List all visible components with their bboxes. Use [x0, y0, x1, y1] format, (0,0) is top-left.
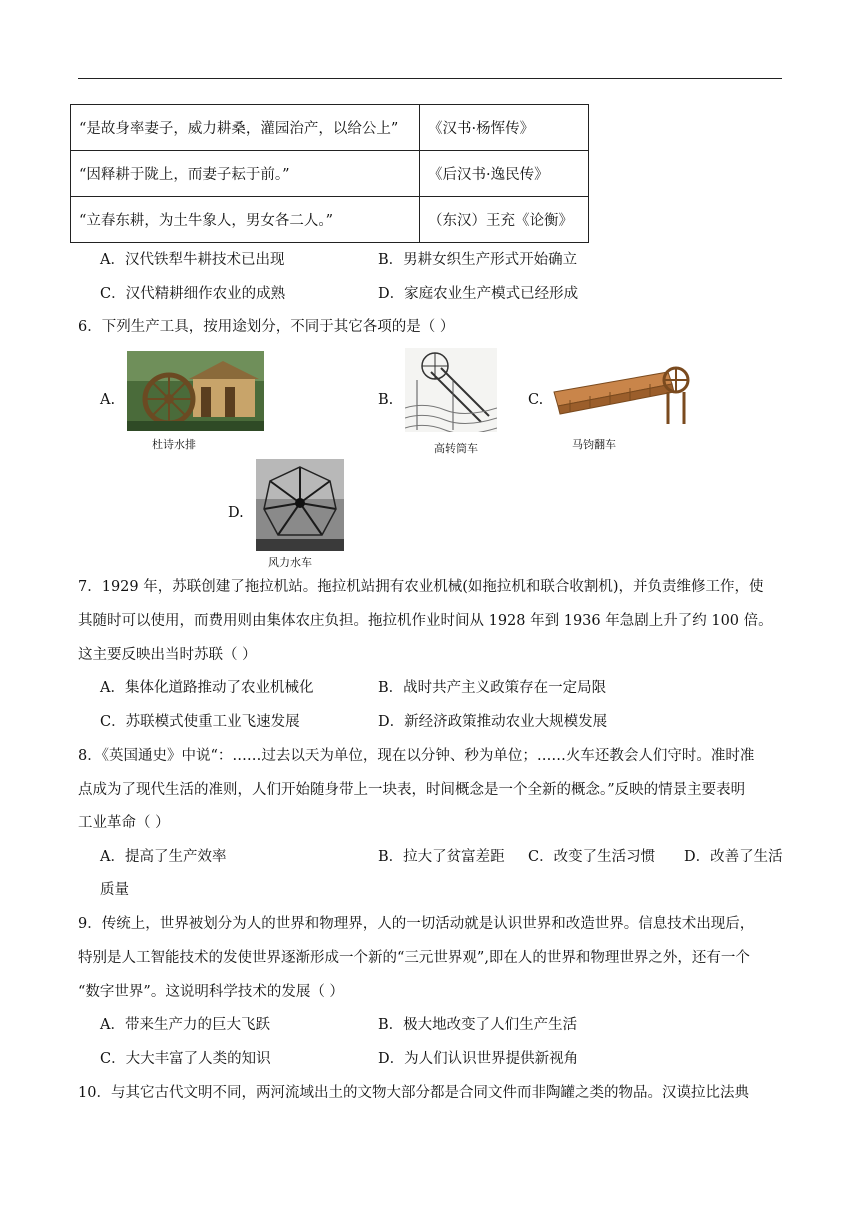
- q8-option-b[interactable]: B．拉大了贫富差距: [378, 849, 505, 865]
- q6-option-c-caption: 马钧翻车: [572, 438, 616, 451]
- q5-option-c[interactable]: C．汉代精耕细作农业的成熟: [100, 286, 286, 302]
- q6-option-b-caption: 高转筒车: [434, 442, 478, 455]
- source-cell: 《汉书·杨恽传》: [420, 105, 589, 151]
- quote-cell: “立春东耕，为土牛象人，男女各二人。”: [71, 197, 420, 243]
- q10-stem-line-1: 10．与其它古代文明不同，两河流域出土的文物大部分都是合同文件而非陶罐之类的物品。汉谟拉比法典: [78, 1085, 749, 1101]
- q6-option-c-label[interactable]: C.: [528, 392, 544, 408]
- q8-stem-line-2: 点成为了现代生活的准则，人们开始随身带上一块表，时间概念是一个全新的概念。”反映的情景主要表明: [78, 782, 746, 798]
- q8-option-d[interactable]: D．改善了生活: [684, 849, 783, 865]
- q9-option-b[interactable]: B．极大地改变了人们生产生活: [378, 1017, 578, 1033]
- header-rule: [78, 78, 782, 79]
- q8-option-c[interactable]: C．改变了生活习惯: [528, 849, 656, 865]
- quote-cell: “是故身率妻子，威力耕桑，灌园治产，以给公上”: [71, 105, 420, 151]
- chain-water-wheel-image: [405, 348, 497, 432]
- q8-stem-line-3: 工业革命（ ）: [78, 815, 170, 831]
- q8-option-d-continued: 质量: [100, 882, 129, 898]
- q5-option-a[interactable]: A．汉代铁犁牛耕技术已出现: [100, 252, 285, 268]
- q7-stem-line-2: 其随时可以使用，而费用则由集体农庄负担。拖拉机作业时间从 1928 年到 1936 年急剧上升了约 100 倍。: [78, 613, 773, 629]
- q9-stem-line-2: 特别是人工智能技术的发使世界逐渐形成一个新的“三元世界观”,即在人的世界和物理世界之外，还有一个: [78, 950, 750, 966]
- q6-option-d-caption: 风力水车: [268, 556, 312, 569]
- table-row: [71, 105, 589, 151]
- table-row: [71, 197, 589, 243]
- wind-water-wheel-image: [256, 459, 344, 551]
- q7-option-d[interactable]: D．新经济政策推动农业大规模发展: [378, 714, 608, 730]
- q6-option-a-label[interactable]: A.: [100, 392, 116, 408]
- q6-option-b-label[interactable]: B.: [378, 392, 394, 408]
- q6-option-a-caption: 杜诗水排: [152, 438, 196, 451]
- q8-stem-line-1: 8．《英国通史》中说“：……过去以天为单位，现在以分钟、秒为单位；……火车还教会人们守时。准时准: [78, 748, 755, 764]
- table-row: [71, 151, 589, 197]
- water-bellows-image: [127, 351, 264, 431]
- q5-option-d[interactable]: D．家庭农业生产模式已经形成: [378, 286, 579, 302]
- q9-option-d[interactable]: D．为人们认识世界提供新视角: [378, 1051, 579, 1067]
- q9-stem-line-3: “数字世界”。这说明科学技术的发展（ ）: [78, 984, 344, 1000]
- q9-option-a[interactable]: A．带来生产力的巨大飞跃: [100, 1017, 270, 1033]
- q6-stem: 6．下列生产工具，按用途划分，不同于其它各项的是（ ）: [78, 319, 455, 335]
- quote-cell: “因释耕于陇上，而妻子耘于前。”: [71, 151, 420, 197]
- source-table: [70, 104, 589, 243]
- q8-option-a[interactable]: A．提高了生产效率: [100, 849, 227, 865]
- source-cell: （东汉）王充《论衡》: [420, 197, 589, 243]
- q7-option-c[interactable]: C．苏联模式使重工业飞速发展: [100, 714, 300, 730]
- q7-option-b[interactable]: B．战时共产主义政策存在一定局限: [378, 680, 607, 696]
- q9-stem-line-1: 9．传统上，世界被划分为人的世界和物理界，人的一切活动就是认识世界和改造世界。信息技术出现后，: [78, 916, 755, 932]
- source-cell: 《后汉书·逸民传》: [420, 151, 589, 197]
- q7-option-a[interactable]: A．集体化道路推动了农业机械化: [100, 680, 314, 696]
- q7-stem-line-1: 7．1929 年，苏联创建了拖拉机站。拖拉机站拥有农业机械(如拖拉机和联合收割机)，并负责维修工作，使: [78, 579, 764, 595]
- q6-option-d-label[interactable]: D.: [228, 505, 244, 521]
- q9-option-c[interactable]: C．大大丰富了人类的知识: [100, 1051, 271, 1067]
- square-pallet-chain-pump-image: [550, 364, 690, 430]
- q7-stem-line-3: 这主要反映出当时苏联（ ）: [78, 647, 257, 663]
- q5-option-b[interactable]: B．男耕女织生产形式开始确立: [378, 252, 578, 268]
